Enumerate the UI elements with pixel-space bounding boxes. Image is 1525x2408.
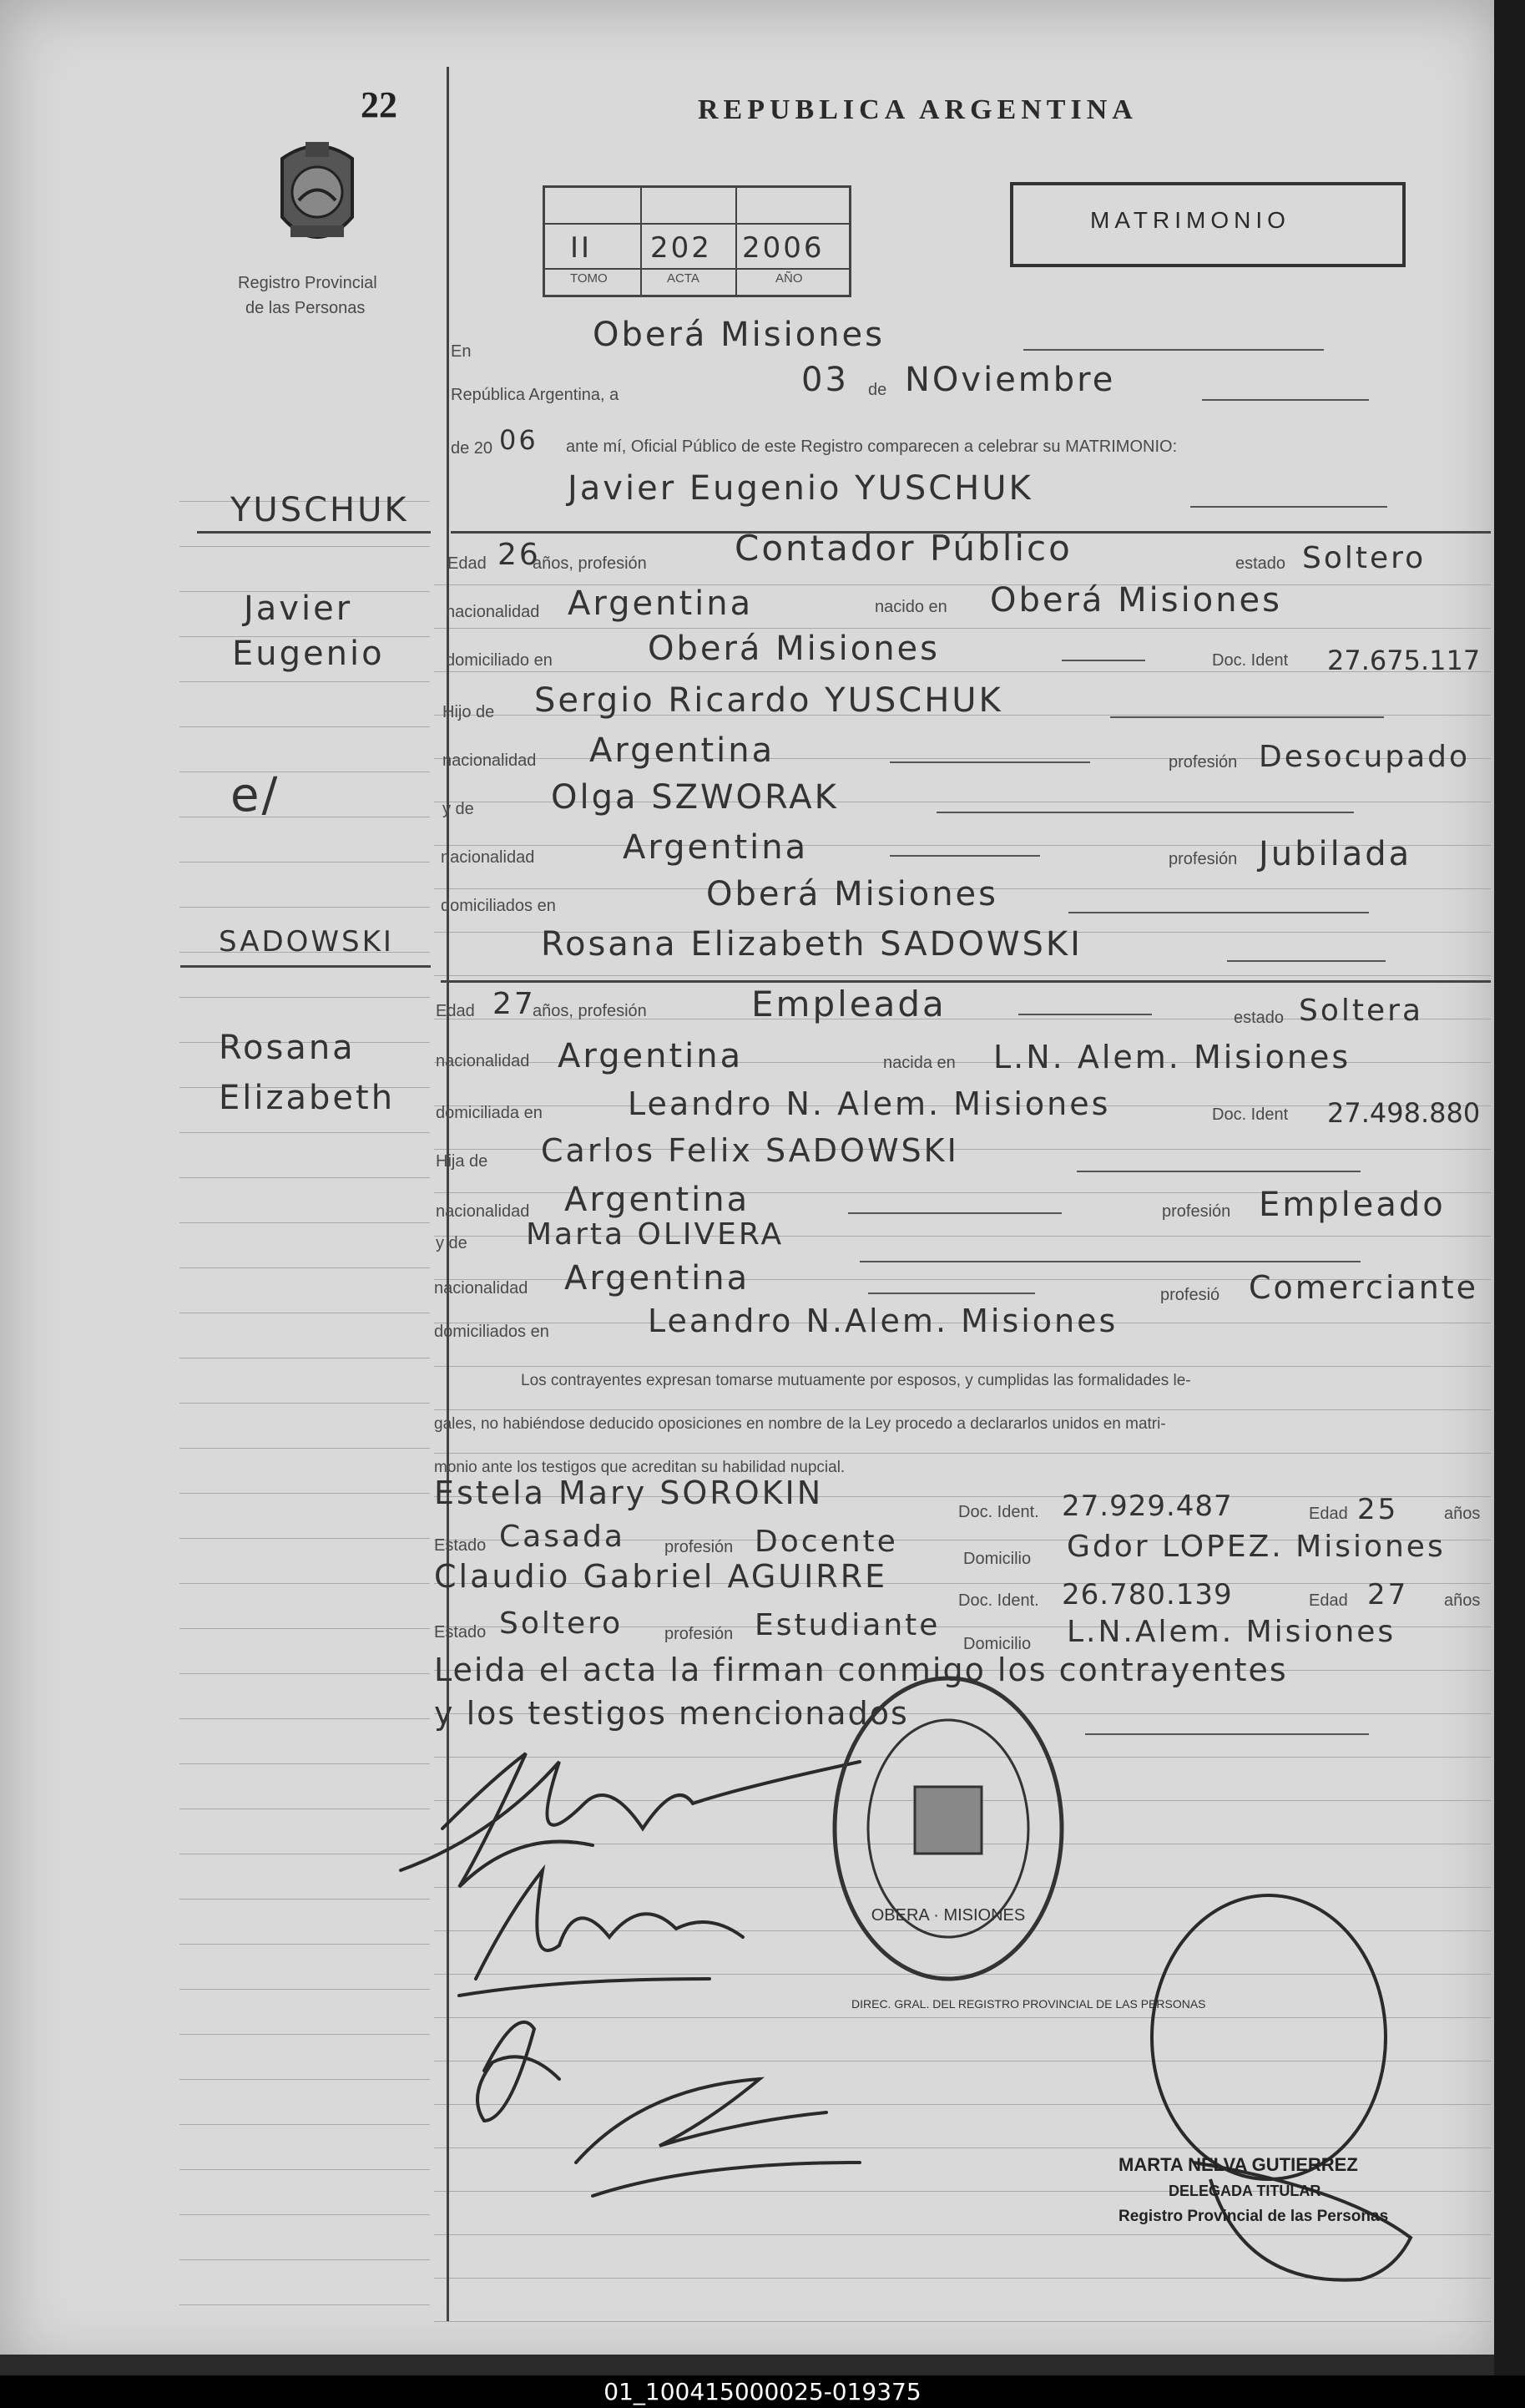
label-estado: estado — [1234, 1009, 1285, 1027]
fill-line — [848, 1212, 1062, 1214]
label-hijo-de: Hijo de — [442, 703, 495, 721]
bride-age: 27 — [492, 987, 536, 1021]
closing-hand-line-2: y los testigos mencionados — [434, 1695, 909, 1732]
rule-line — [179, 1222, 430, 1223]
label-nacionalidad: nacionalidad — [436, 1202, 530, 1221]
bride-marital: Soltera — [1299, 994, 1424, 1028]
official-role: DELEGADA TITULAR — [1169, 2183, 1321, 2199]
label-anos: años — [1444, 1505, 1481, 1523]
label-domiciliado-en: domiciliado en — [446, 651, 553, 670]
stamp-center-text: OBERA · MISIONES — [871, 1906, 1026, 1925]
rule-line — [179, 862, 430, 863]
label-profesion: profesión — [1162, 1202, 1231, 1221]
groom-mother: Olga SZWORAK — [551, 778, 839, 817]
fill-line — [860, 1261, 1361, 1262]
label-de-20: de 20 — [451, 439, 493, 458]
org-line-1: Registro Provincial — [238, 274, 377, 292]
bride-nationality: Argentina — [558, 1037, 744, 1075]
label-ante-mi: ante mí, Oficial Público de este Registro comparecen a celebrar su MATRIMONIO: — [566, 438, 1178, 456]
label-en: En — [451, 342, 472, 361]
label-estado: estado — [1235, 554, 1286, 573]
label-profesion: profesión — [664, 1625, 734, 1643]
rule-line — [179, 681, 430, 682]
date-month: NOviembre — [905, 361, 1116, 399]
label-edad: Edad — [1309, 1505, 1348, 1523]
document-title: MATRIMONIO — [1090, 207, 1290, 233]
rule-line — [434, 628, 1491, 629]
acta-value: 202 — [650, 231, 712, 265]
acta-label: ACTA — [667, 271, 699, 286]
bride-parents-dom: Leandro N.Alem. Misiones — [648, 1303, 1119, 1339]
date-year: 06 — [499, 424, 538, 456]
rule-line — [179, 546, 430, 547]
rule-line — [179, 726, 430, 727]
label-republica: República Argentina, a — [451, 386, 619, 404]
groom-domicile: Oberá Misiones — [648, 630, 941, 668]
page-bottom-edge — [0, 2355, 1502, 2375]
fill-line — [1062, 660, 1145, 661]
label-nacionalidad: nacionalidad — [446, 603, 540, 621]
groom-age: 26 — [497, 538, 541, 572]
witness2-doc: 26.780.139 — [1062, 1578, 1233, 1611]
groom-mother-nat: Argentina — [623, 828, 809, 867]
groom-born: Oberá Misiones — [990, 581, 1283, 620]
label-domiciliados-en: domiciliados en — [441, 897, 556, 915]
label-doc-ident: Doc. Ident. — [958, 1591, 1039, 1610]
label-edad: Edad — [1309, 1591, 1348, 1610]
groom-father-nat: Argentina — [589, 731, 775, 770]
fill-line — [1077, 1171, 1361, 1172]
coat-of-arms-icon — [265, 134, 369, 257]
groom-parents-dom: Oberá Misiones — [706, 875, 999, 913]
tomo-label: TOMO — [570, 271, 608, 286]
rule-line — [179, 1403, 430, 1404]
margin-groom-name1: Javier — [244, 589, 353, 628]
official-signature — [1144, 1887, 1419, 2304]
label-edad: Edad — [436, 1002, 475, 1020]
witness1-age: 25 — [1357, 1493, 1399, 1526]
rule-line — [179, 997, 430, 998]
label-doc-ident: Doc. Ident. — [958, 1503, 1039, 1521]
stamp-ring-text: DIREC. GRAL. DEL REGISTRO PROVINCIAL DE LAS PERSONAS — [851, 1997, 1206, 2011]
fill-line — [890, 855, 1040, 857]
label-de: de — [868, 381, 887, 399]
witness1-prof: Docente — [755, 1525, 898, 1559]
bride-mother: Marta OLIVERA — [526, 1217, 785, 1252]
fill-line — [868, 1293, 1035, 1294]
groom-profession: Contador Público — [735, 528, 1073, 569]
record-box — [543, 185, 851, 297]
groom-marital: Soltero — [1302, 541, 1427, 575]
label-estado: Estado — [434, 1623, 487, 1642]
bride-doc: 27.498.880 — [1327, 1097, 1481, 1129]
label-domiciliados-en: domiciliados en — [434, 1323, 549, 1341]
margin-underline — [197, 531, 431, 534]
label-profesion: profesión — [1169, 850, 1238, 868]
section-divider — [441, 980, 1491, 983]
closing-line-3: monio ante los testigos que acreditan su habilidad nupcial. — [434, 1459, 846, 1476]
label-y-de: y de — [442, 800, 474, 818]
groom-father: Sergio Ricardo YUSCHUK — [534, 681, 1003, 720]
page-number: 22 — [361, 84, 397, 125]
rule-line — [179, 1493, 430, 1494]
rule-line — [179, 1583, 430, 1584]
label-anos: años — [1444, 1591, 1481, 1610]
fill-line — [1085, 1733, 1369, 1735]
label-domicilio: Domicilio — [963, 1635, 1032, 1653]
rule-line — [434, 2321, 1491, 2322]
fill-line — [890, 761, 1090, 763]
bride-mother-nat: Argentina — [564, 1259, 750, 1298]
fill-line — [1190, 506, 1387, 508]
rule-line — [179, 1267, 430, 1268]
groom-nationality: Argentina — [568, 584, 754, 623]
margin-underline — [180, 965, 431, 968]
fill-line — [1110, 716, 1384, 718]
label-profesio: profesió — [1160, 1286, 1220, 1304]
groom-mother-prof: Jubilada — [1259, 835, 1412, 873]
groom-father-prof: Desocupado — [1259, 740, 1471, 774]
bride-father: Carlos Felix SADOWSKI — [541, 1132, 959, 1169]
registry-stamp — [823, 1670, 1073, 1987]
rule-line — [179, 1132, 430, 1133]
fill-line — [1202, 399, 1369, 401]
margin-groom-surname: YUSCHUK — [230, 491, 409, 529]
witness1-estado: Casada — [499, 1520, 625, 1554]
label-y-de: y de — [436, 1234, 467, 1252]
groom-full-name: Javier Eugenio YUSCHUK — [568, 469, 1033, 508]
rule-line — [179, 1538, 430, 1539]
margin-bride-name2: Elizabeth — [219, 1079, 396, 1117]
witness2-estado: Soltero — [499, 1606, 624, 1641]
bride-father-nat: Argentina — [564, 1181, 750, 1219]
witness2-prof: Estudiante — [755, 1608, 941, 1642]
bride-born: L.N. Alem. Misiones — [993, 1039, 1351, 1075]
rule-line — [434, 975, 1491, 976]
label-nacionalidad: nacionalidad — [436, 1052, 530, 1070]
label-doc-ident: Doc. Ident — [1212, 1105, 1289, 1124]
rule-line — [179, 1177, 430, 1178]
bride-father-prof: Empleado — [1259, 1186, 1446, 1224]
witness1-dom: Gdor LOPEZ. Misiones — [1067, 1530, 1446, 1564]
label-nacionalidad: nacionalidad — [441, 848, 535, 867]
anio-value: 2006 — [742, 231, 825, 265]
rule-line — [179, 1673, 430, 1674]
rule-line — [179, 771, 430, 772]
witness1-doc: 27.929.487 — [1062, 1490, 1233, 1523]
rule-line — [179, 907, 430, 908]
country-title: REPUBLICA ARGENTINA — [698, 94, 1138, 125]
label-profesion: profesión — [1169, 753, 1238, 771]
label-doc-ident: Doc. Ident — [1212, 651, 1289, 670]
binding-edge — [1494, 0, 1525, 2375]
official-org: Registro Provincial de las Personas — [1119, 2208, 1389, 2225]
tomo-value: II — [570, 231, 593, 265]
closing-line-1: Los contrayentes expresan tomarse mutuamente por esposos, y cumplidas las formalidades le- — [521, 1372, 1191, 1389]
label-domicilio: Domicilio — [963, 1550, 1032, 1568]
margin-bride-name1: Rosana — [219, 1029, 356, 1067]
label-edad: Edad — [447, 554, 487, 573]
label-estado: Estado — [434, 1536, 487, 1555]
rule-line — [179, 1718, 430, 1719]
closing-line-2: gales, no habiéndose deducido oposiciones en nombre de la Ley procedo a declararlos unidos en matri- — [434, 1415, 1166, 1433]
place-city: Oberá Misiones — [593, 316, 886, 354]
margin-groom-name2: Eugenio — [232, 635, 385, 673]
footer-id: 01_100415000025-019375 — [0, 2375, 1525, 2408]
label-anos-profesion: años, profesión — [533, 554, 647, 573]
bride-profession: Empleada — [751, 984, 947, 1024]
label-nacido-en: nacido en — [875, 598, 947, 616]
closing-hand-line-1: Leida el acta la firman conmigo los contrayentes — [434, 1652, 1288, 1688]
date-day: 03 — [801, 361, 849, 399]
fill-line — [1018, 1014, 1152, 1015]
rule-line — [179, 1628, 430, 1629]
witness1-name: Estela Mary SOROKIN — [434, 1475, 824, 1511]
label-profesion: profesión — [664, 1538, 734, 1556]
witness2-dom: L.N.Alem. Misiones — [1067, 1615, 1396, 1649]
anio-label: AÑO — [775, 271, 803, 286]
fill-line — [1068, 912, 1369, 913]
fill-line — [1227, 960, 1386, 962]
witness2-name: Claudio Gabriel AGUIRRE — [434, 1558, 888, 1595]
label-nacida-en: nacida en — [883, 1054, 956, 1072]
label-domiciliada-en: domiciliada en — [436, 1104, 543, 1122]
bride-full-name: Rosana Elizabeth SADOWSKI — [541, 925, 1083, 964]
label-anos-profesion: años, profesión — [533, 1002, 647, 1020]
witness2-age: 27 — [1367, 1578, 1409, 1611]
label-hija-de: Hija de — [436, 1152, 488, 1171]
rule-line — [179, 1448, 430, 1449]
label-nacionalidad: nacionalidad — [442, 751, 537, 770]
groom-doc: 27.675.117 — [1327, 645, 1481, 676]
margin-conjunction: e/ — [230, 768, 280, 822]
bride-domicile: Leandro N. Alem. Misiones — [628, 1085, 1111, 1122]
bride-mother-prof: Comerciante — [1249, 1269, 1479, 1306]
rule-line — [179, 2304, 430, 2305]
label-nacionalidad: nacionalidad — [434, 1279, 528, 1298]
fill-line — [1023, 349, 1324, 351]
fill-line — [937, 812, 1354, 813]
official-name: MARTA NELVA GUTIERREZ — [1119, 2154, 1358, 2175]
margin-bride-surname: SADOWSKI — [219, 925, 394, 959]
org-line-2: de las Personas — [245, 299, 366, 317]
rule-line — [179, 2259, 430, 2260]
